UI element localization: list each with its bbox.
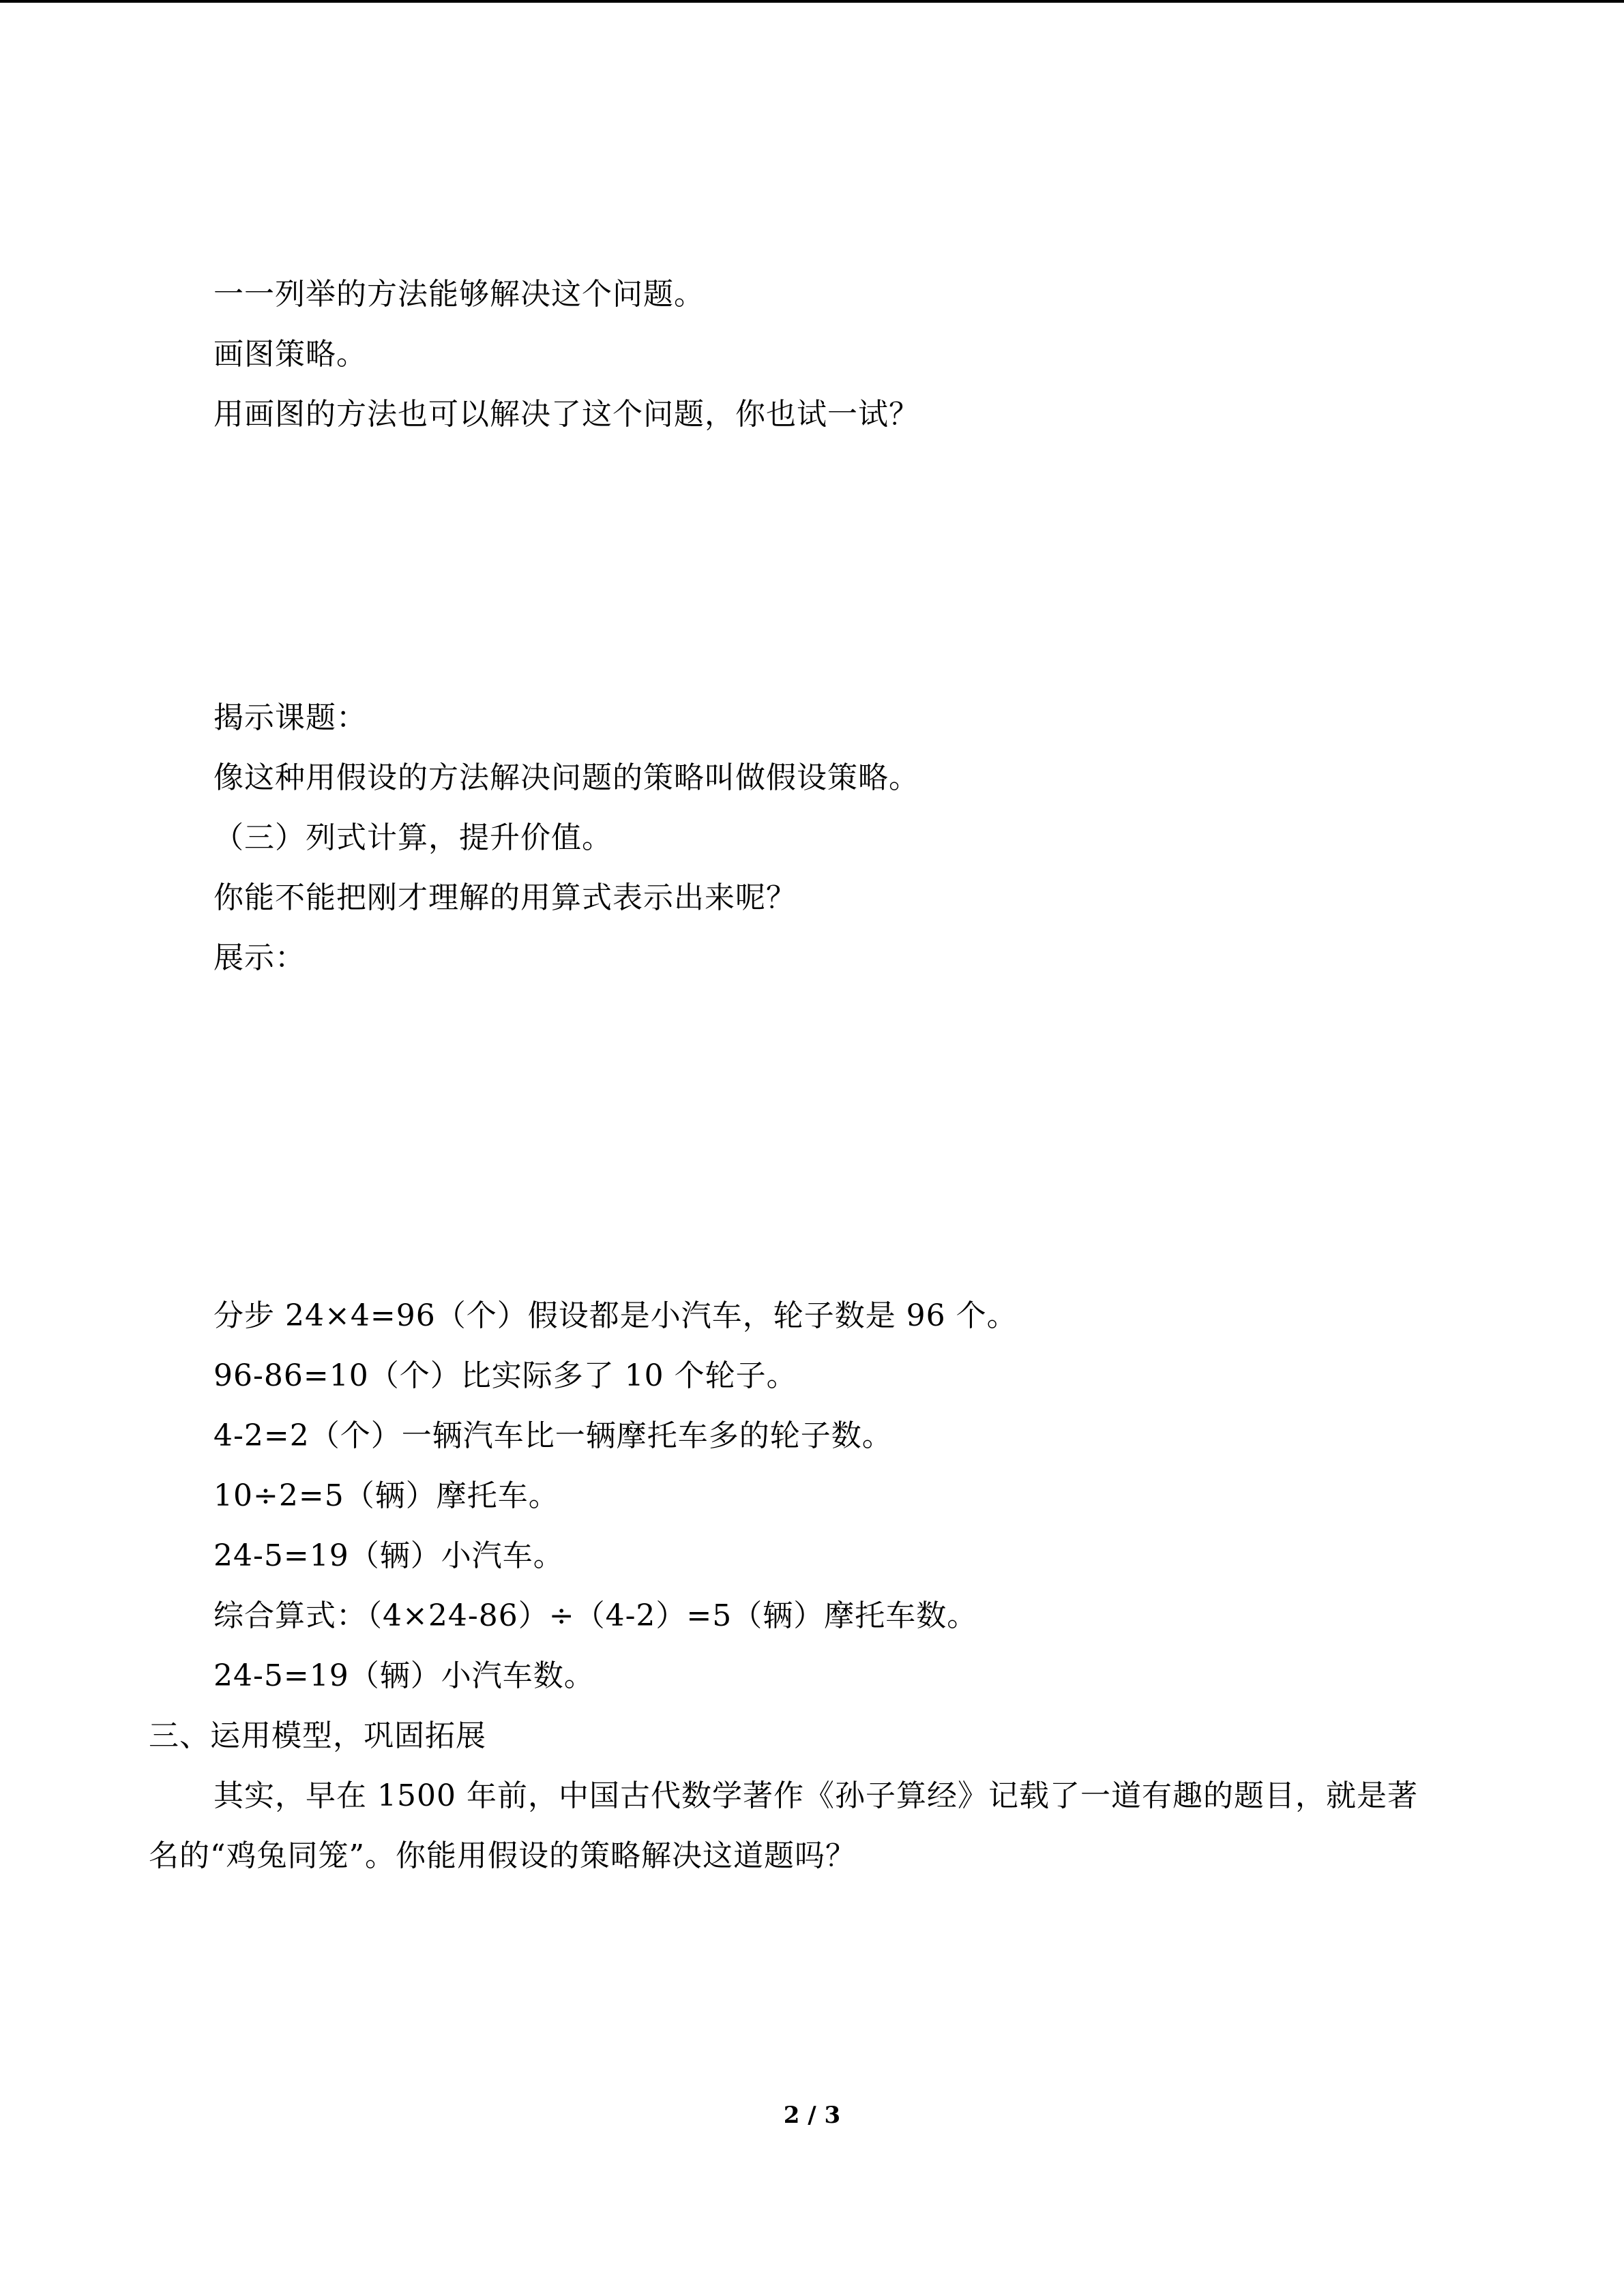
- paragraph-step-four: 10÷2=5（辆）摩托车。: [213, 1478, 559, 1513]
- paragraph-question-formula: 你能不能把刚才理解的用算式表示出来呢？: [213, 880, 797, 915]
- paragraph-chicken-rabbit: 名的“鸡兔同笼”。你能用假设的策略解决这道题吗？: [149, 1838, 856, 1873]
- page-number: 2 / 3: [783, 2102, 841, 2129]
- paragraph-step-one: 分步 24×4=96（个）假设都是小汽车，轮子数是 96 个。: [213, 1298, 1018, 1333]
- paragraph-step-two: 96-86=10（个）比实际多了 10 个轮子。: [213, 1358, 797, 1393]
- paragraph-drawing-strategy: 画图策略。: [213, 337, 367, 372]
- paragraph-try-drawing: 用画图的方法也可以解决了这个问题，你也试一试？: [213, 397, 919, 432]
- paragraph-enumeration-method: 一一列举的方法能够解决这个问题。: [213, 277, 705, 312]
- section-heading-three: 三、运用模型，巩固拓展: [149, 1718, 486, 1753]
- paragraph-step-five: 24-5=19（辆）小汽车。: [213, 1538, 564, 1573]
- paragraph-section-three: （三）列式计算，提升价值。: [213, 820, 612, 855]
- paragraph-show: 展示：: [213, 940, 306, 975]
- paragraph-step-three: 4-2=2（个）一辆汽车比一辆摩托车多的轮子数。: [213, 1418, 893, 1453]
- paragraph-car-count: 24-5=19（辆）小汽车数。: [213, 1658, 595, 1693]
- paragraph-combined-formula: 综合算式：（4×24-86）÷（4-2）=5（辆）摩托车数。: [213, 1598, 978, 1633]
- paragraph-sunzi-intro: 其实，早在 1500 年前，中国古代数学著作《孙子算经》记载了一道有趣的题目，就是著: [213, 1778, 1418, 1813]
- paragraph-reveal-topic: 揭示课题：: [213, 700, 367, 735]
- paragraph-assumption-strategy: 像这种用假设的方法解决问题的策略叫做假设策略。: [213, 760, 919, 795]
